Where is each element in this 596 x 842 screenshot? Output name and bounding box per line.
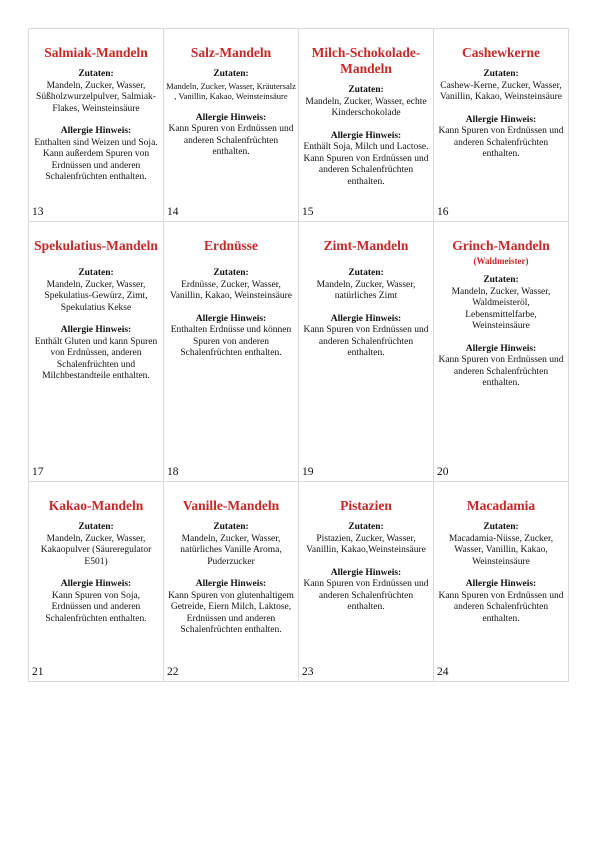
allergy-label: Allergie Hinweis: <box>330 313 402 324</box>
allergy-text: Enthält Gluten und kann Spuren von Erdnüssen, anderen Schalenfrüchten und Milchbestandteile enthalten. <box>34 336 158 381</box>
label-sheet <box>28 28 569 682</box>
ingredients-text: Mandeln, Zucker, Wasser, echte Kinderschokolade <box>305 96 427 118</box>
product-card <box>29 29 164 222</box>
allergy-text: Kann Spuren von Erdnüssen und anderen Schalenfrüchten enthalten. <box>438 590 564 624</box>
card-number: 21 <box>32 666 44 678</box>
product-card <box>299 29 434 222</box>
product-title: Vanille-Mandeln <box>182 498 280 513</box>
product-title: Cashewkerne <box>462 45 540 60</box>
ingredients-label: Zutaten: <box>483 69 519 79</box>
ingredients-label: Zutaten: <box>348 85 384 95</box>
product-title: Salmiak-Mandeln <box>44 45 148 60</box>
ingredients-text: Mandeln, Zucker, Wasser, Kakaopulver (Säureregulator E501) <box>40 533 152 567</box>
card-number: 24 <box>437 666 449 678</box>
ingredients-text: Cashew-Kerne, Zucker, Wasser, Vanillin, Kakao, Weinsteinsäure <box>439 80 562 102</box>
ingredients-label: Zutaten: <box>483 275 519 285</box>
label-row <box>29 222 569 482</box>
product-card <box>299 222 434 482</box>
ingredients-label: Zutaten: <box>78 522 114 532</box>
allergy-label: Allergie Hinweis: <box>195 579 267 589</box>
allergy-label: Allergie Hinweis: <box>465 579 537 589</box>
card-number: 13 <box>32 206 44 218</box>
ingredients-label: Zutaten: <box>213 268 249 278</box>
allergy-text: Enthält Soja, Milch und Lactose. Kann Spuren von Erdnüssen und anderen Schalenfrüchten enthalten. <box>303 142 429 187</box>
product-card <box>434 29 569 222</box>
product-title: Erdnüsse <box>203 238 259 253</box>
product-title: Kakao-Mandeln <box>48 498 144 513</box>
product-title: Spekulatius-Mandeln <box>34 238 158 253</box>
ingredients-text: Macadamia-Nüsse, Zucker, Wasser, Vanillin, Kakao, Weinsteinsäure <box>448 533 554 567</box>
product-title: Zimt-Mandeln <box>323 238 409 253</box>
ingredients-label: Zutaten: <box>483 522 519 532</box>
product-title: Pistazien <box>340 498 392 513</box>
allergy-text: Kann Spuren von Erdnüssen und anderen Schalenfrüchten enthalten. <box>303 325 429 358</box>
allergy-text: Kann Spuren von Erdnüssen und anderen Schalenfrüchten enthalten. <box>303 579 429 612</box>
ingredients-text: Mandeln, Zucker, Wasser, Kräutersalz , Vanillin, Kakao, Weinsteinsäure <box>166 80 296 101</box>
ingredients-text: Mandeln, Zucker, Wasser, Süßholzwurzelpulver, Salmiak-Flakes, Weinsteinsäure <box>36 80 156 114</box>
ingredients-label: Zutaten: <box>78 69 114 79</box>
allergy-label: Allergie Hinweis: <box>60 325 132 335</box>
allergy-label: Allergie Hinweis: <box>465 114 537 125</box>
ingredients-label: Zutaten: <box>348 522 384 532</box>
allergy-label: Allergie Hinweis: <box>465 343 537 354</box>
ingredients-text: Mandeln, Zucker, Wasser, Waldmeisteröl, Lebensmittelfarbe, Weinsteinsäure <box>451 286 551 331</box>
allergy-label: Allergie Hinweis: <box>195 313 267 324</box>
product-card <box>299 482 434 682</box>
product-card <box>434 222 569 482</box>
product-title: Salz-Mandeln <box>190 45 272 60</box>
allergy-label: Allergie Hinweis: <box>195 112 267 123</box>
ingredients-text: Pistazien, Zucker, Wasser, Vanillin, Kakao,Weinsteinsäure <box>306 533 426 555</box>
allergy-label: Allergie Hinweis: <box>60 579 132 589</box>
product-title: Grinch-Mandeln <box>452 238 550 253</box>
card-number: 22 <box>167 666 179 678</box>
allergy-label: Allergie Hinweis: <box>330 567 402 578</box>
ingredients-text: Mandeln, Zucker, Wasser, natürliches Vanille Aroma, Puderzucker <box>180 533 282 567</box>
allergy-label: Allergie Hinweis: <box>330 130 402 141</box>
product-title: Milch-Schokolade-Mandeln <box>311 45 421 76</box>
product-card <box>434 482 569 682</box>
allergy-text: Kann Spuren von glutenhaltigem Getreide, Eiern Milch, Laktose, Erdnüssen und anderen Schalenfrüchten enthalten. <box>168 590 294 635</box>
card-number: 17 <box>32 466 44 478</box>
ingredients-text: Mandeln, Zucker, Wasser, natürliches Zimt <box>316 279 416 301</box>
product-subtitle: (Waldmeister) <box>473 256 529 266</box>
product-card <box>164 482 299 682</box>
allergy-text: Kann Spuren von Erdnüssen und anderen Schalenfrüchten enthalten. <box>168 124 294 157</box>
allergy-text: Kann Spuren von Soja, Erdnüssen und anderen Schalenfrüchten enthalten. <box>45 590 147 624</box>
label-row <box>29 482 569 682</box>
product-card <box>164 222 299 482</box>
card-number: 16 <box>437 206 449 218</box>
allergy-label: Allergie Hinweis: <box>60 126 132 136</box>
product-card <box>29 482 164 682</box>
label-row <box>29 29 569 222</box>
allergy-text: Kann Spuren von Erdnüssen und anderen Schalenfrüchten enthalten. <box>438 126 564 159</box>
ingredients-label: Zutaten: <box>213 522 249 532</box>
card-number: 23 <box>302 666 314 678</box>
ingredients-label: Zutaten: <box>213 69 249 79</box>
card-number: 14 <box>167 206 179 218</box>
product-title: Macadamia <box>466 498 536 513</box>
allergy-text: Kann Spuren von Erdnüssen und anderen Schalenfrüchten enthalten. <box>438 355 564 388</box>
ingredients-text: Mandeln, Zucker, Wasser, Spekulatius-Gewürz, Zimt, Spekulatius Kekse <box>44 279 148 313</box>
card-number: 18 <box>167 466 179 478</box>
ingredients-label: Zutaten: <box>348 268 384 278</box>
ingredients-label: Zutaten: <box>78 268 114 278</box>
allergy-text: Enthalten sind Weizen und Soja. Kann außerdem Spuren von Erdnüssen und anderen Schalenfrüchten enthalten. <box>34 137 158 182</box>
card-number: 20 <box>437 466 449 478</box>
card-number: 15 <box>302 206 314 218</box>
card-number: 19 <box>302 466 314 478</box>
product-card <box>29 222 164 482</box>
product-card <box>164 29 299 222</box>
allergy-text: Enthalten Erdnüsse und können Spuren von anderen Schalenfrüchten enthalten. <box>170 325 292 358</box>
ingredients-text: Erdnüsse, Zucker, Wasser, Vanillin, Kakao, Weinsteinsäure <box>169 279 292 301</box>
